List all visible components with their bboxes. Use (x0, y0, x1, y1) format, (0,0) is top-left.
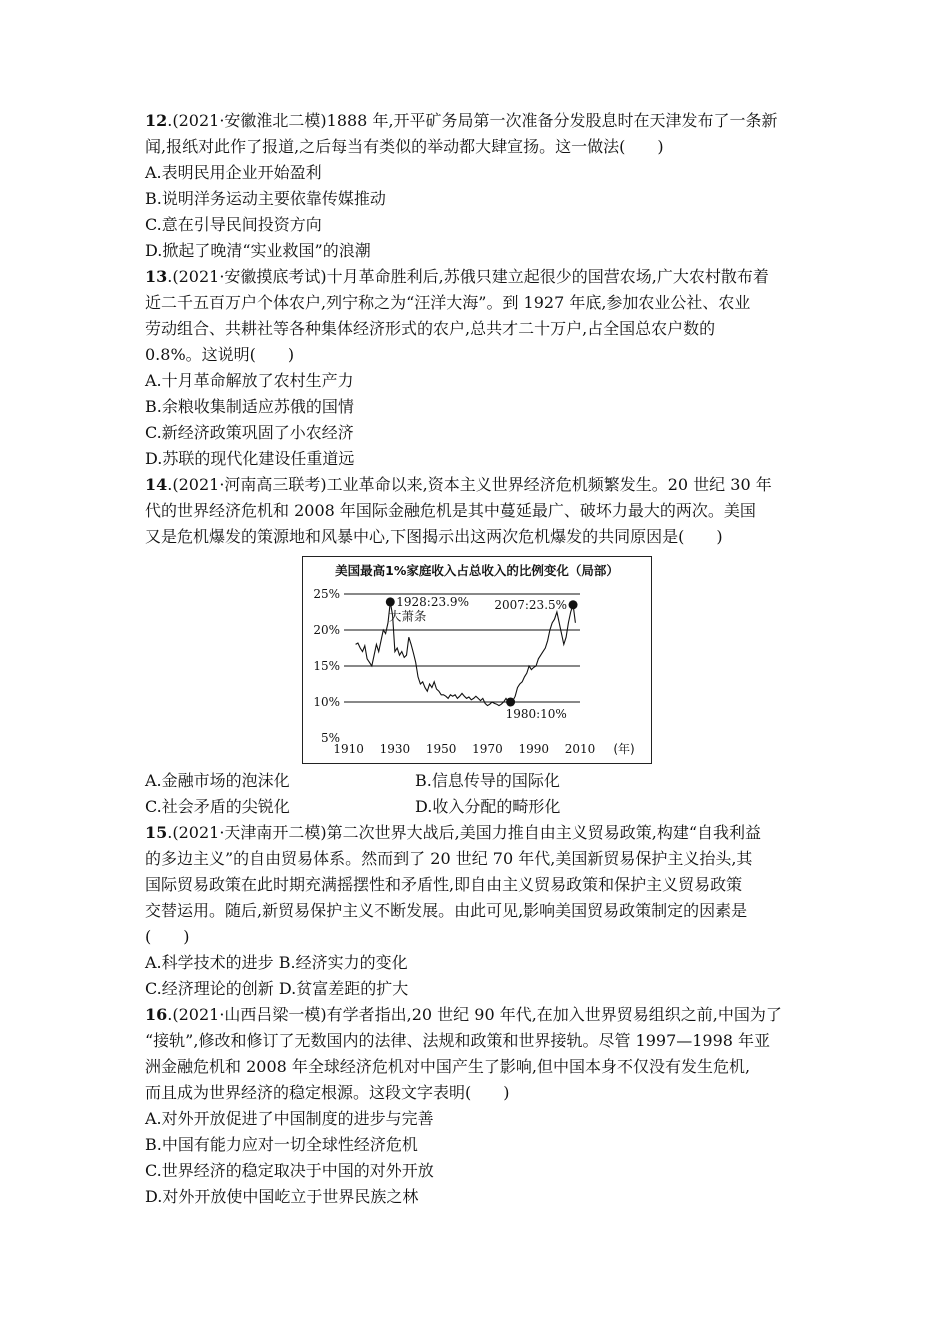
option-b[interactable]: B.中国有能力应对一切全球性经济危机 (145, 1135, 418, 1154)
option-c[interactable]: C.社会矛盾的尖锐化 (145, 797, 290, 816)
peak-2007-marker (569, 600, 578, 609)
low-1980-label: 1980:10% (505, 707, 567, 721)
stem-line: 又是危机爆发的策源地和风暴中心,下图揭示出这两次危机爆发的共同原因是( ) (145, 527, 723, 546)
question-number: 13 (145, 267, 168, 286)
stem-line: 代的世界经济危机和 2008 年国际金融危机是其中蔓延最广、破坏力最大的两次。美国 (145, 501, 756, 520)
x-axis-label: (年) (613, 742, 635, 756)
option-d[interactable]: D.掀起了晚清“实业救国”的浪潮 (145, 241, 371, 260)
stem-line: .(2021·安徽淮北二模)1888 年,开平矿务局第一次准备分发股息时在天津发布了一条新 (167, 111, 778, 130)
question-12 (145, 108, 807, 264)
option-c[interactable]: C.新经济政策巩固了小农经济 (145, 423, 354, 442)
stem-line: 近二千五百万户个体农户,列宁称之为“汪洋大海”。到 1927 年底,参加农业公社、农业 (145, 293, 751, 312)
option-b[interactable]: B.信息传导的国际化 (415, 771, 560, 790)
option-row-cd[interactable]: C.经济理论的创新 D.贫富差距的扩大 (145, 979, 409, 998)
question-number: 12 (145, 111, 168, 130)
y-tick-label: 5% (320, 731, 340, 745)
x-tick-label: 1990 (518, 742, 549, 756)
peak-2007-label: 2007:23.5% (494, 597, 568, 612)
option-a[interactable]: A.表明民用企业开始盈利 (145, 163, 322, 182)
income-share-chart (302, 556, 652, 764)
option-a[interactable]: A.对外开放促进了中国制度的进步与完善 (145, 1109, 434, 1128)
question-number: 15 (145, 823, 168, 842)
stem-line: 国际贸易政策在此时期充满摇摆性和矛盾性,即自由主义贸易政策和保护主义贸易政策 (145, 875, 743, 894)
question-page (145, 108, 807, 1210)
question-number: 16 (145, 1005, 168, 1024)
x-tick-label: 1950 (425, 742, 457, 756)
peak-1928-marker (386, 597, 395, 606)
y-tick-label: 15% (313, 659, 340, 673)
option-c[interactable]: C.世界经济的稳定取决于中国的对外开放 (145, 1161, 434, 1180)
option-a[interactable]: A.金融市场的泡沫化 (145, 771, 290, 790)
stem-line: ( ) (145, 927, 190, 946)
question-number: 14 (145, 475, 168, 494)
stem-line: 闻,报纸对此作了报道,之后每当有类似的举动都大肆宣扬。这一做法( ) (145, 137, 664, 156)
option-d[interactable]: D.对外开放使中国屹立于世界民族之林 (145, 1187, 419, 1206)
stem-line: “接轨”,修改和修订了无数国内的法律、法规和政策和世界接轨。尽管 1997—1998 年亚 (145, 1031, 771, 1050)
low-1980-marker (506, 698, 515, 707)
stem-line: 劳动组合、共耕社等各种集体经济形式的农户,总共才二十万户,占全国总农户数的 (145, 319, 716, 338)
chart-title: 美国最高1%家庭收入占总收入的比例变化（局部） (335, 563, 619, 578)
peak-1928-label: 1928:23.9% (396, 594, 469, 609)
stem-line: .(2021·天津南开二模)第二次世界大战后,美国力推自由主义贸易政策,构建“自我利益 (167, 823, 761, 842)
question-13 (145, 264, 807, 472)
question-15 (145, 820, 807, 1002)
x-tick-label: 2010 (564, 742, 596, 756)
stem-line: 而且成为世界经济的稳定根源。这段文字表明( ) (145, 1083, 510, 1102)
question-16 (145, 1002, 807, 1210)
x-tick-label: 1910 (333, 742, 364, 756)
y-tick-label: 20% (313, 623, 340, 637)
depression-label: 大萧条 (388, 608, 427, 624)
option-c[interactable]: C.意在引导民间投资方向 (145, 215, 322, 234)
question-14 (145, 472, 807, 820)
option-b[interactable]: B.余粮收集制适应苏俄的国情 (145, 397, 354, 416)
option-b[interactable]: B.说明洋务运动主要依靠传媒推动 (145, 189, 386, 208)
stem-line: 交替运用。随后,新贸易保护主义不断发展。由此可见,影响美国贸易政策制定的因素是 (145, 901, 748, 920)
chart-svg (302, 556, 652, 764)
option-row-ab[interactable]: A.科学技术的进步 B.经济实力的变化 (145, 953, 408, 972)
option-d[interactable]: D.收入分配的畸形化 (415, 797, 561, 816)
stem-line: 0.8%。这说明( ) (145, 345, 295, 364)
stem-line: 洲金融危机和 2008 年全球经济危机对中国产生了影响,但中国本身不仅没有发生危机, (145, 1057, 751, 1076)
stem-line: 的多边主义”的自由贸易体系。然而到了 20 世纪 70 年代,美国新贸易保护主义抬头,其 (145, 849, 753, 868)
x-tick-label: 1930 (379, 742, 411, 756)
option-a[interactable]: A.十月革命解放了农村生产力 (145, 371, 354, 390)
stem-line: .(2021·安徽摸底考试)十月革命胜利后,苏俄只建立起很少的国营农场,广大农村散布着 (167, 267, 769, 286)
y-tick-label: 25% (313, 587, 340, 601)
chart-frame (303, 557, 652, 764)
option-d[interactable]: D.苏联的现代化建设任重道远 (145, 449, 355, 468)
stem-line: .(2021·河南高三联考)工业革命以来,资本主义世界经济危机频繁发生。20 世纪 30 年 (167, 475, 772, 494)
stem-line: .(2021·山西吕梁一模)有学者指出,20 世纪 90 年代,在加入世界贸易组织之前,中国为了 (167, 1005, 782, 1024)
x-tick-label: 1970 (472, 742, 503, 756)
y-tick-label: 10% (313, 695, 340, 709)
